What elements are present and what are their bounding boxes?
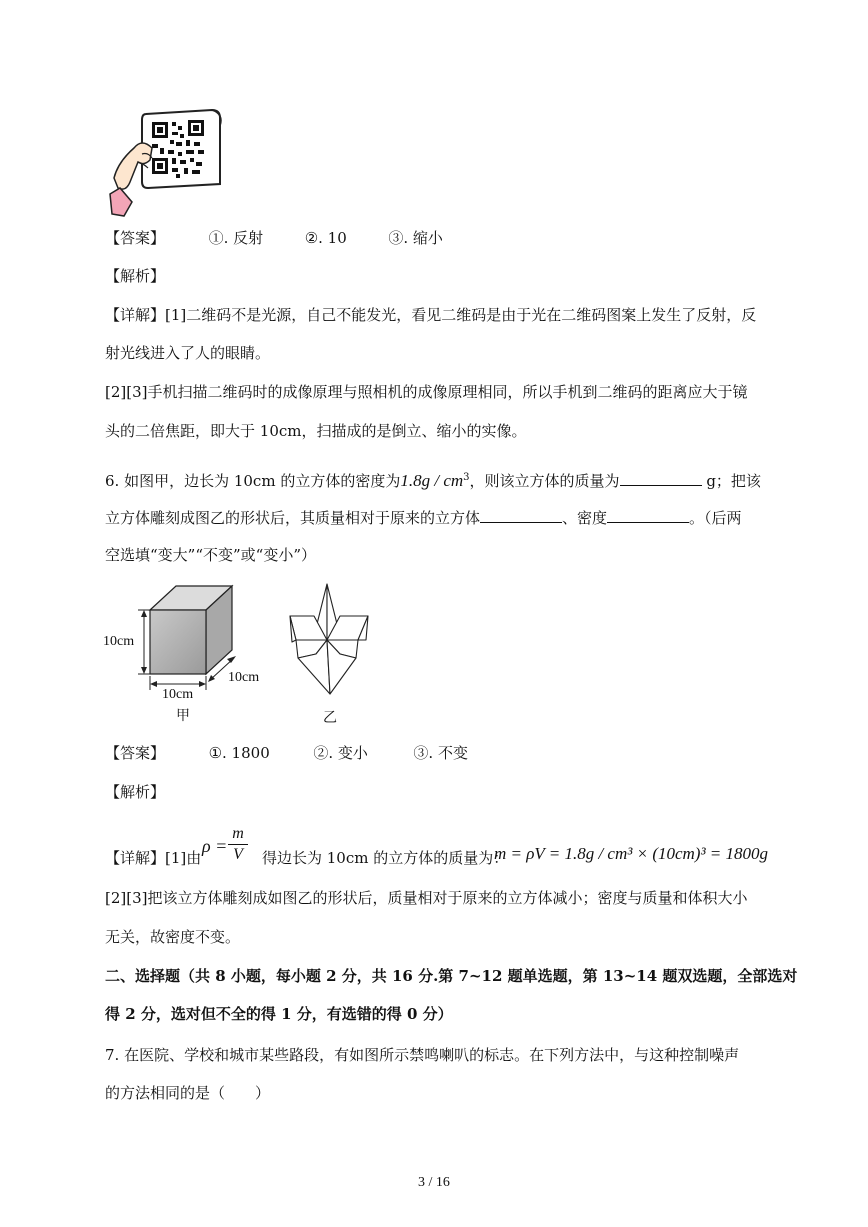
q7-stem-line-1: 7. 在医院、学校和城市某些路段，有如图所示禁鸣喇叭的标志。在下列方法中，与这种控制噪声 [105, 1046, 740, 1064]
q5-detail-line-1: 【详解】[1]二维码不是光源，自己不能发光，看见二维码是由于光在二维码图案上发生了反射，反 [105, 306, 757, 324]
answer-label: 【答案】 [105, 229, 166, 247]
figure-caption-yi: 乙 [323, 710, 337, 726]
q5-detail-line-2: 射光线进入了人的眼睛。 [105, 344, 271, 362]
section-2-heading-line-2: 得 2 分，选对但不全的得 1 分，有选错的得 0 分） [105, 1005, 453, 1023]
answer-label: 【答案】 [105, 744, 166, 762]
cube-height-label: 10cm [103, 634, 135, 649]
fraction-numerator: m [228, 824, 248, 845]
density-formula-fraction [228, 824, 248, 865]
q5-detail-line-3: [2][3]手机扫描二维码时的成像原理与照相机的成像原理相同，所以手机到二维码的距离应大于镜 [105, 383, 748, 401]
mass-formula: m = ρV = 1.8g / cm³ × (10cm)³ = 1800g [494, 844, 769, 863]
answer-item-2: ②. 10 [304, 229, 347, 247]
answer-item-3: ③. 不变 [413, 744, 468, 762]
page-number: 3 / 16 [418, 1175, 450, 1190]
q6-detail-line-3: 无关，故密度不变。 [105, 928, 241, 946]
q6-stem-line2b: 、密度 [562, 509, 608, 527]
q6-stem-a: 6. 如图甲，边长为 10cm 的立方体的密度为 [105, 472, 401, 490]
cube-figure-jia [100, 580, 270, 725]
q6-detail-line-2: [2][3]把该立方体雕刻成如图乙的形状后，质量相对于原来的立方体减小；密度与质量和体积大小 [105, 889, 748, 907]
q6-stem-line2c: 。（后两 [689, 509, 742, 527]
answer-item-3: ③. 缩小 [388, 229, 443, 247]
q5-detail-line-4: 头的二倍焦距，即大于 10cm，扫描成的是倒立、缩小的实像。 [105, 422, 527, 440]
qr-code-hand-illustration [108, 108, 226, 220]
cube-width-label: 10cm [162, 687, 194, 702]
q5-answer-row [105, 228, 443, 248]
q6-detail-mid: 得边长为 10cm 的立方体的质量为： [262, 849, 509, 867]
q6-stem-line2a: 立方体雕刻成图乙的形状后，其质量相对于原来的立方体 [105, 509, 481, 527]
density-exponent: 3 [463, 472, 470, 483]
q6-stem-line-3: 空选填“变大”“不变”或“变小”） [105, 546, 317, 564]
fraction-denominator: V [233, 846, 243, 863]
cube-depth-label: 10cm [228, 670, 260, 685]
answer-blank-1 [620, 471, 702, 486]
q6-detail-prefix: 【详解】[1]由 [105, 849, 202, 867]
q6-stem-c: g；把该 [706, 472, 761, 490]
q6-analysis-label: 【解析】 [105, 783, 166, 801]
q5-analysis-label: 【解析】 [105, 267, 166, 285]
answer-item-1: ①. 1800 [208, 744, 270, 762]
answer-item-1: ①. 反射 [208, 229, 264, 247]
carved-shape-figure-yi [286, 582, 376, 700]
q6-stem-b: ，则该立方体的质量为 [469, 472, 620, 490]
answer-blank-2 [480, 508, 562, 523]
q7-stem-line-2: 的方法相同的是（ ） [105, 1084, 271, 1102]
q6-stem-line-1 [105, 468, 761, 491]
section-2-heading-line-1: 二、选择题（共 8 小题，每小题 2 分，共 16 分.第 7~12 题单选题，第 13~14 题双选题，全部选对 [105, 967, 798, 985]
answer-blank-3 [607, 508, 689, 523]
q6-stem-line-2 [105, 508, 742, 528]
q6-answer-row [105, 743, 468, 763]
density-value: 1.8g / cm [400, 471, 464, 490]
density-formula-rho: ρ = [202, 836, 228, 856]
figure-caption-jia: 甲 [176, 708, 190, 724]
answer-item-2: ②. 变小 [313, 744, 368, 762]
